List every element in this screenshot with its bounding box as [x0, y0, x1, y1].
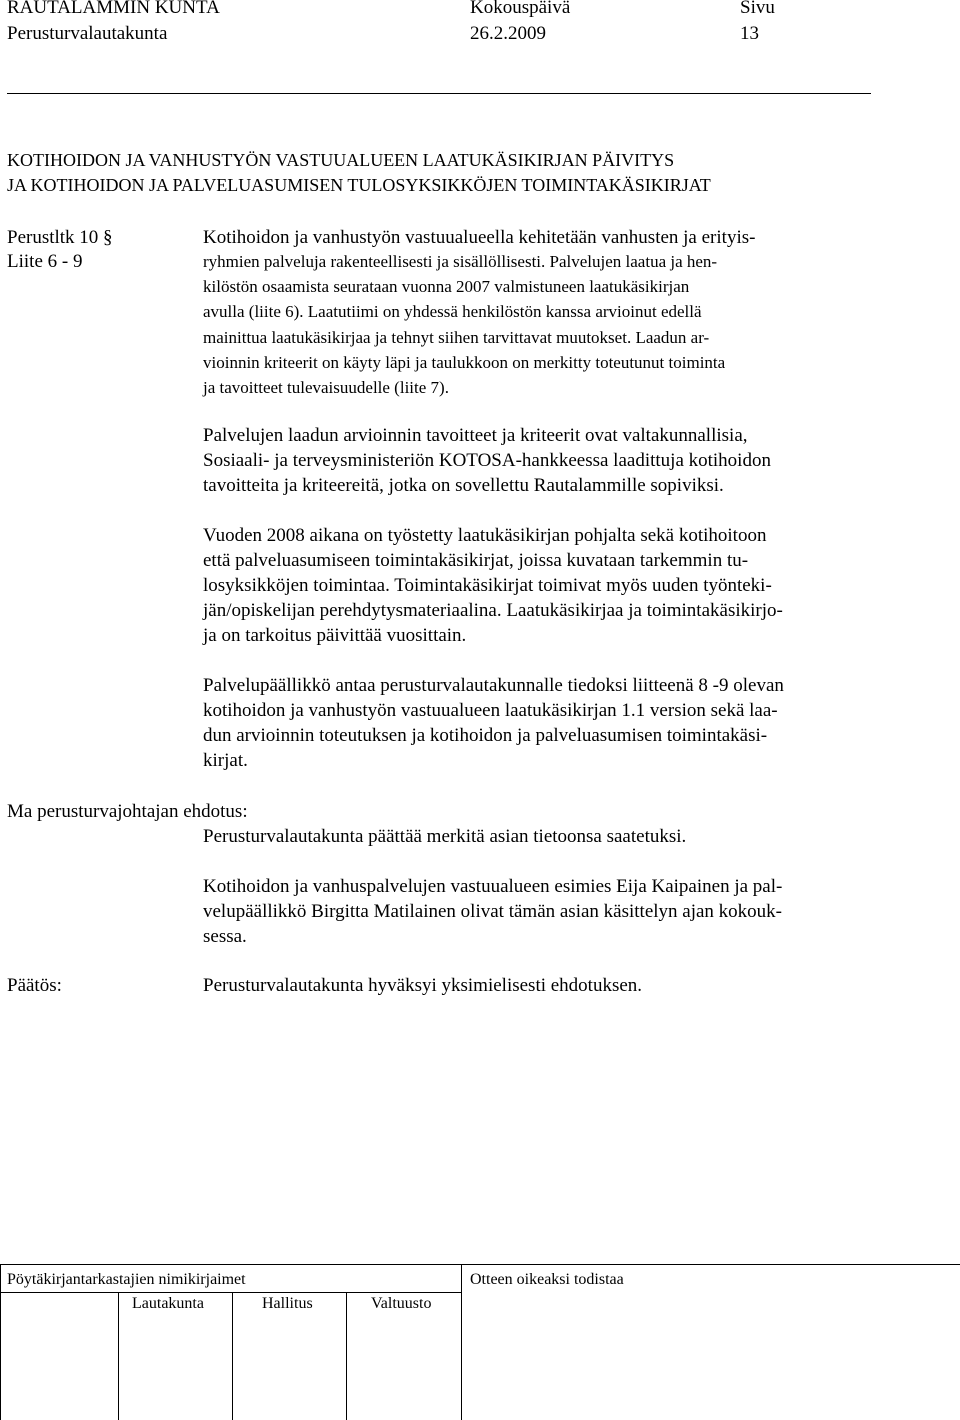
proposal-text: Perusturvalautakunta päättää merkitä asian tietoonsa saatetuksi.	[203, 826, 687, 847]
paragraph-line: dun arvioinnin toteutuksen ja kotihoidon ja palveluasumisen toimintakäsi-	[203, 725, 768, 746]
paragraph-line: mainittua laatukäsikirjaa ja tehnyt siihen tarvittavat muutokset. Laadun ar-	[203, 328, 710, 347]
paragraph-line: kilöstön osaamista seurataan vuonna 2007 valmistuneen laatukäsikirjan	[203, 277, 690, 296]
attendance-line: Kotihoidon ja vanhuspalvelujen vastuualueen esimies Eija Kaipainen ja pal-	[203, 876, 783, 897]
footer-divider	[461, 1264, 462, 1420]
body-label: Hallitus	[262, 1295, 313, 1312]
copy-certified-label: Otteen oikeaksi todistaa	[470, 1271, 624, 1288]
paragraph-line: kirjat.	[203, 750, 248, 771]
section-reference: Perustltk 10 §	[7, 227, 113, 248]
title-line-1: KOTIHOIDON JA VANHUSTYÖN VASTUUALUEEN LAATUKÄSIKIRJAN PÄIVITYS	[7, 150, 675, 170]
decision-label: Päätös:	[7, 975, 62, 996]
paragraph-line: Vuoden 2008 aikana on työstetty laatukäsikirjan pohjalta sekä kotihoitoon	[203, 525, 767, 546]
page-label: Sivu	[740, 0, 775, 18]
paragraph-line: losyksikköjen toimintaa. Toimintakäsikirjat toimivat myös uuden työnteki-	[203, 575, 772, 596]
paragraph-line: ja on tarkoitus päivittää vuosittain.	[203, 625, 467, 646]
paragraph-line: avulla (liite 6). Laatutiimi on yhdessä henkilöstön kanssa arvioinut edellä	[203, 302, 702, 321]
attendance-line: sessa.	[203, 926, 247, 947]
paragraph-line: jän/opiskelijan perehdytysmateriaalina. Laatukäsikirjaa ja toimintakäsikirjo-	[203, 600, 783, 621]
paragraph-line: vioinnin kriteerit on käyty läpi ja taulukkoon on merkitty toteutunut toiminta	[203, 353, 726, 372]
footer-top-border	[0, 1264, 960, 1265]
paragraph-line: Kotihoidon ja vanhustyön vastuualueella kehitetään vanhusten ja erityis-	[203, 227, 756, 248]
footer-divider	[346, 1292, 347, 1420]
paragraph-line: Sosiaali- ja terveysministeriön KOTOSA-hankkeessa laadittuja kotihoidon	[203, 450, 771, 471]
paragraph-line: ryhmien palveluja rakenteellisesti ja sisällöllisesti. Palvelujen laatua ja hen-	[203, 252, 718, 271]
footer-left-border	[0, 1264, 1, 1420]
title-line-2: JA KOTIHOIDON JA PALVELUASUMISEN TULOSYKSIKKÖJEN TOIMINTAKÄSIKIRJAT	[7, 175, 711, 195]
footer-inner-border	[0, 1292, 461, 1293]
footer-divider	[118, 1292, 119, 1420]
paragraph-line: kotihoidon ja vanhustyön vastuualueen laatukäsikirjan 1.1 version sekä laa-	[203, 700, 778, 721]
appendix-reference: Liite 6 - 9	[7, 251, 83, 272]
meeting-date-label: Kokouspäivä	[470, 0, 571, 18]
board-name: Perusturvalautakunta	[7, 23, 168, 44]
body-label: Valtuusto	[371, 1295, 432, 1312]
org-name: RAUTALAMMIN KUNTA	[7, 0, 220, 18]
meeting-date: 26.2.2009	[470, 23, 546, 44]
paragraph-line: Palvelujen laadun arvioinnin tavoitteet ja kriteerit ovat valtakunnallisia,	[203, 425, 748, 446]
signatures-label: Pöytäkirjantarkastajien nimikirjaimet	[7, 1271, 246, 1288]
paragraph-line: Palvelupäällikkö antaa perusturvalautakunnalle tiedoksi liitteenä 8 -9 olevan	[203, 675, 784, 696]
header-rule	[7, 93, 871, 94]
footer-divider	[232, 1292, 233, 1420]
page-number: 13	[740, 23, 759, 44]
paragraph-line: ja tavoitteet tulevaisuudelle (liite 7).	[203, 378, 449, 397]
paragraph-line: tavoitteita ja kriteereitä, jotka on sovellettu Rautalammille sopiviksi.	[203, 475, 724, 496]
paragraph-line: että palveluasumiseen toimintakäsikirjat, joissa kuvataan tarkemmin tu-	[203, 550, 749, 571]
body-label: Lautakunta	[132, 1295, 204, 1312]
decision-text: Perusturvalautakunta hyväksyi yksimielisesti ehdotuksen.	[203, 975, 643, 996]
proposal-label: Ma perusturvajohtajan ehdotus:	[7, 801, 248, 822]
attendance-line: velupäällikkö Birgitta Matilainen olivat tämän asian käsittelyn ajan kokouk-	[203, 901, 783, 922]
